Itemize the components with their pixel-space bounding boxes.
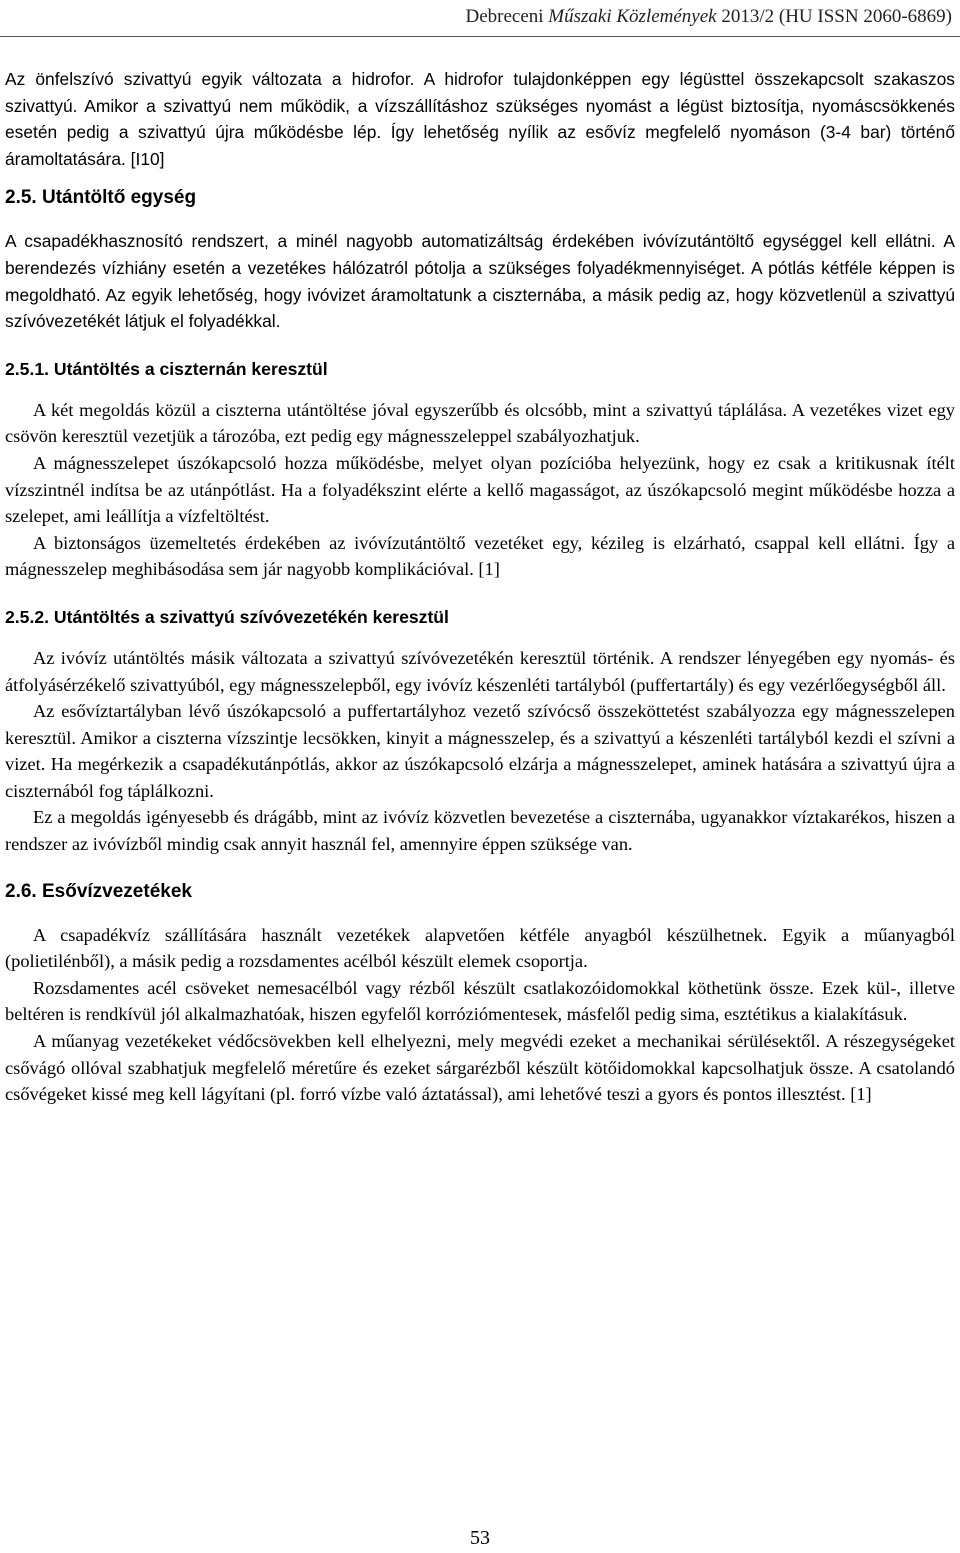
section-heading-2-5-1: 2.5.1. Utántöltés a ciszternán keresztül bbox=[5, 358, 328, 379]
section-2-6-paragraph-1: A csapadékvíz szállítására használt vezetékek alapvetően kétféle anyagból készülhetnek. Egyik a műanyagból (polietilénből), a másik pedig a rozsdamentes acélból készült elemek csoportja. bbox=[5, 924, 955, 972]
page-body bbox=[5, 66, 955, 1108]
journal-issue: 2013/2 (HU ISSN 2060-6869) bbox=[716, 6, 952, 27]
section-2-5-2-paragraph-3: Ez a megoldás igényesebb és drágább, mint az ivóvíz közvetlen bevezetése a ciszternába, ugyanakkor víztakarékos, hiszen a rendszer az ivóvízből mindig csak annyit használ fel, amennyire éppen szüksége van. bbox=[5, 807, 955, 855]
section-heading-2-5-2: 2.5.2. Utántöltés a szivattyú szívóvezetékén keresztül bbox=[5, 606, 449, 627]
journal-name: Debreceni bbox=[465, 6, 549, 27]
page-number: 53 bbox=[470, 1527, 490, 1549]
section-heading-2-5: 2.5. Utántöltő egység bbox=[5, 187, 197, 209]
section-2-5-1-paragraph-1: A két megoldás közül a ciszterna utántöltése jóval egyszerűbb és olcsóbb, mint a szivattyú táplálása. A vezetékes vizet egy csövön keresztül vezetjük a tározóba, ezt pedig egy mágnesszeleppel szabályozhatjuk. bbox=[5, 399, 955, 447]
header-divider bbox=[0, 36, 960, 37]
intro-paragraph: Az önfelszívó szivattyú egyik változata a hidrofor. A hidrofor tulajdonképpen egy légüsttel összekapcsolt szakaszos szivattyú. Amikor a szivattyú nem működik, a vízszállításhoz szükséges nyomást a légüst biztosítja, nyomáscsökkenés esetén pedig a szivattyú újra működésbe lép. Így lehetőség nyílik az esővíz megfelelő nyomáson (3-4 bar) történő áramoltatására. [I10] bbox=[5, 69, 955, 169]
section-2-5-2-paragraph-2: Az esővíztartályban lévő úszókapcsoló a puffertartályhoz vezető szívócső összeköttetést szabályozza egy mágnesszelepen keresztül. Amikor a ciszterna vízszintje lecsökken, kinyit a mágnesszelep, és a szivattyú a készenléti tartályból kezdi el szívni a vizet. Ha megérkezik a csapadékutánpótlás, akkor az úszókapcsoló elzárja a mágnesszelepet, aminek hatására a szivattyú újra a ciszternából fog táplálkozni. bbox=[5, 701, 955, 801]
section-2-5-paragraph: A csapadékhasznosító rendszert, a minél nagyobb automatizáltság érdekében ivóvízutántöltő egységgel kell ellátni. A berendezés vízhiány esetén a vezetékes hálózatról pótolja a szükséges folyadékmennyiséget. A pótlás kétféle képpen is megoldható. Az egyik lehetőség, hogy ivóvizet áramoltatunk a ciszternába, a másik pedig az, hogy közvetlenül a szivattyú szívóvezetékét látjuk el folyadékkal. bbox=[5, 231, 955, 332]
section-2-6-paragraph-2: Rozsdamentes acél csöveket nemesacélból vagy rézből készült csatlakozóidomokkal köthetünk össze. Ezek kül-, illetve beltéren is rendkívül jól alkalmazhatóak, hiszen egyfelől korróziómentesek, másfelől pedig sima, esztétikus a kialakításuk. bbox=[5, 977, 955, 1025]
running-header bbox=[0, 6, 952, 28]
section-2-5-1-paragraph-2: A mágnesszelepet úszókapcsoló hozza működésbe, melyet olyan pozícióba helyezünk, hogy ez csak a kritikusnak ítélt vízszintnél indítsa be az utánpótlást. Ha a folyadékszint elérte a kellő magasságot, az úszókapcsoló megint működésbe hozza a szelepet, ami leállítja a vízfeltöltést. bbox=[5, 452, 955, 527]
section-2-5-1-paragraph-3: A biztonságos üzemeltetés érdekében az ivóvízutántöltő vezetéket egy, kézileg is elzárható, csappal kell ellátni. Így a mágnesszelep meghibásodása sem jár nagyobb komplikációval. [1] bbox=[5, 532, 955, 580]
journal-name-italic: Műszaki Közlemények bbox=[548, 6, 717, 27]
section-heading-2-6: 2.6. Esővízvezetékek bbox=[5, 880, 192, 902]
section-2-5-2-paragraph-1: Az ivóvíz utántöltés másik változata a szivattyú szívóvezetékén keresztül történik. A rendszer lényegében egy nyomás- és átfolyásérzékelő szivattyúból, egy mágnesszelepből, egy ivóvíz készenléti tartályból (puffertartály) és egy vezérlőegységből áll. bbox=[5, 647, 955, 695]
section-2-6-paragraph-3: A műanyag vezetékeket védőcsövekben kell elhelyezni, mely megvédi ezeket a mechanikai sérülésektől. A részegységeket csővágó ollóval szabhatjuk megfelelő méretűre és ezeket sárgarézből készült kötőidomokkal kapcsolhatjuk össze. A csatolandó csővégeket kissé meg kell lágyítani (pl. forró vízbe való áztatással), ami lehetővé teszi a gyors és pontos illesztést. [1] bbox=[5, 1031, 955, 1105]
